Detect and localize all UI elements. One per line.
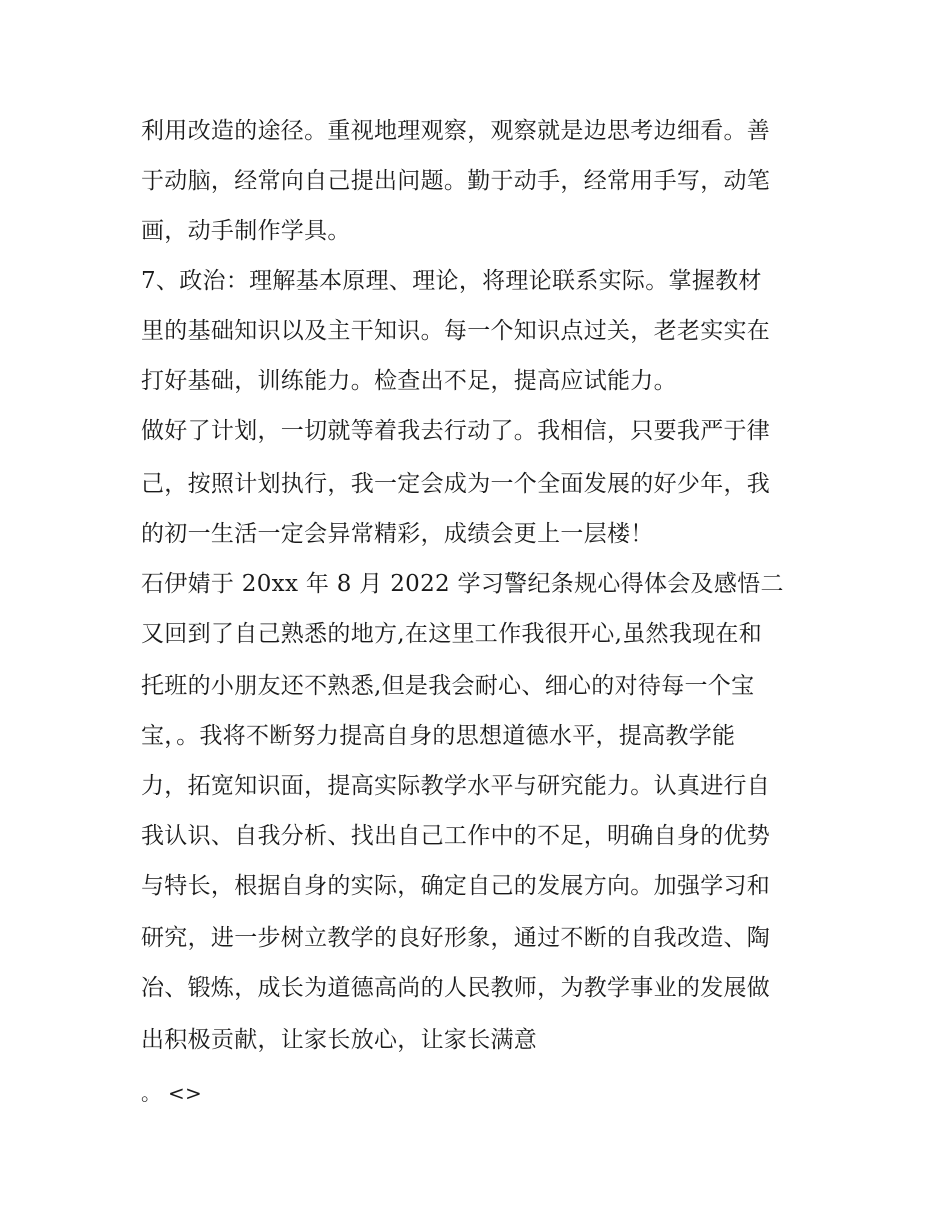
- text-line-11: 又回到了自己熟悉的地方,在这里工作我很开心,虽然我现在和: [141, 621, 763, 647]
- text-line-17: 研究，进一步树立教学的良好形象，通过不断的自我改造、陶: [141, 925, 771, 951]
- text-line-16: 与特长，根据自身的实际，确定自己的发展方向。加强学习和: [141, 873, 771, 899]
- text-line-19: 出积极贡献，让家长放心，让家长满意: [141, 1027, 538, 1053]
- text-line-9: 的初一生活一定会异常精彩，成绩会更上一层楼！: [141, 521, 654, 547]
- text-line-13: 宝，。我将不断努力提高自身的思想道德水平，提高教学能: [141, 723, 736, 749]
- end-mark: 。 <>: [141, 1081, 203, 1105]
- text-line-1: 利用改造的途径。重视地理观察，观察就是边思考边细看。善: [141, 118, 771, 144]
- text-line-4: 7、政治：理解基本原理、理论，将理论联系实际。掌握教材: [141, 268, 762, 294]
- text-line-8: 己，按照计划执行，我一定会成为一个全面发展的好少年，我: [141, 471, 771, 497]
- text-line-10: 石伊婧于 20xx 年 8 月 2022 学习警纪条规心得体会及感悟二: [141, 571, 784, 597]
- text-line-12: 托班的小朋友还不熟悉,但是我会耐心、细心的对待每一个宝: [141, 673, 755, 699]
- text-line-6: 打好基础，训练能力。检查出不足，提高应试能力。: [141, 368, 677, 394]
- text-line-3: 画，动手制作学具。: [141, 218, 351, 244]
- text-line-15: 我认识、自我分析、找出自己工作中的不足，明确自身的优势: [141, 823, 771, 849]
- text-line-14: 力，拓宽知识面，提高实际教学水平与研究能力。认真进行自: [141, 773, 771, 799]
- text-line-18: 冶、锻炼，成长为道德高尚的人民教师，为教学事业的发展做: [141, 975, 771, 1001]
- text-line-7: 做好了计划，一切就等着我去行动了。我相信，只要我严于律: [141, 418, 771, 444]
- text-line-5: 里的基础知识以及主干知识。每一个知识点过关，老老实实在: [141, 318, 771, 344]
- text-line-2: 于动脑，经常向自己提出问题。勤于动手，经常用手写，动笔: [141, 168, 771, 194]
